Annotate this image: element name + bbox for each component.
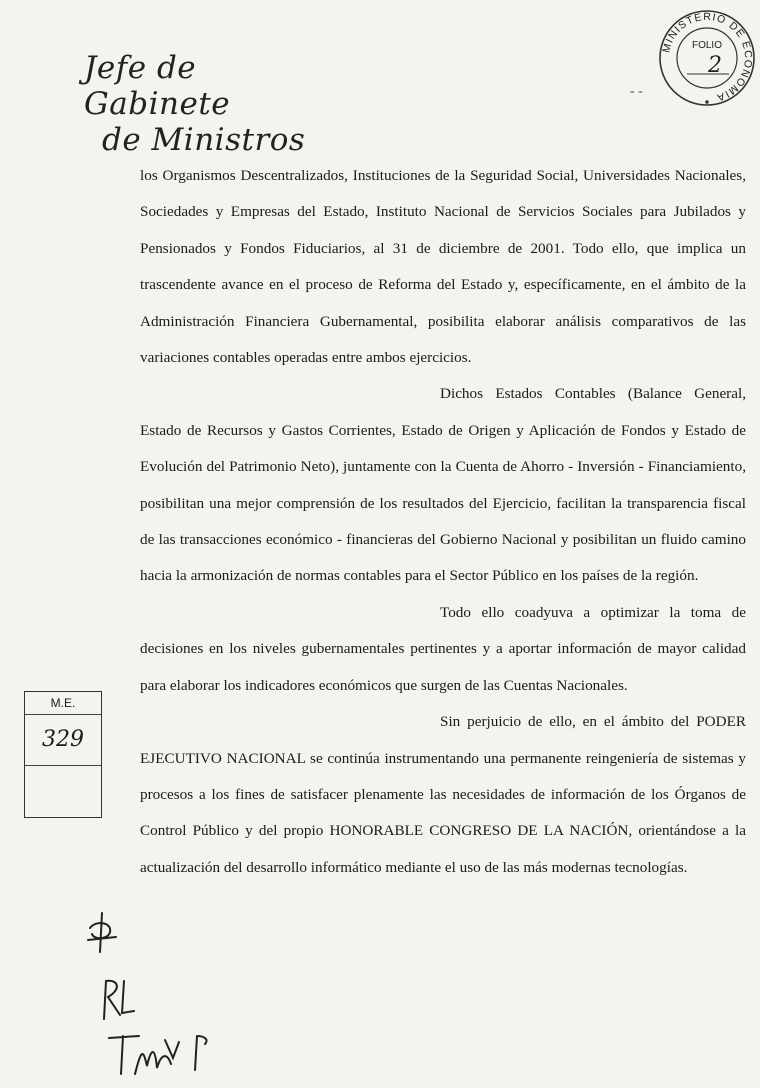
paragraph-2: Dichos Estados Contables (Balance General, Estado de Recursos y Gastos Corrientes, Estado de Origen y Aplicación de Fondos y Estado de Evolución del Patrimonio Neto), juntamente con la Cuenta de Ahorro - Inversión - Financiamiento, posibilitan una mejor comprensión de los resultados del Ejercicio, facilitan la transparencia fiscal de las transacciones económico - financieras del Gobierno Nacional y posibilitan un fluido camino hacia la armonización de normas contables para el Sector Público en los países de la región. [140, 385, 746, 585]
bottom-signature [105, 1030, 215, 1080]
letterhead-line-2: de Ministros [102, 122, 306, 158]
stamp-dash-mark: - - [630, 84, 643, 99]
stamp-folio-label: FOLIO [691, 40, 723, 51]
letterhead [78, 50, 308, 158]
registry-label: M.E. [25, 692, 101, 715]
folio-stamp [657, 8, 757, 108]
paragraph-3: Todo ello coadyuva a optimizar la toma de decisiones en los niveles gubernamentales pertinentes y a aportar información de mayor calidad para elaborar los indicadores económicos que surgen de las Cuentas Nacionales. [140, 603, 746, 694]
initial-signature-2 [98, 975, 136, 1023]
body-text [140, 158, 746, 886]
letterhead-line-1: Jefe de Gabinete [84, 50, 231, 122]
paragraph-4: Sin perjuicio de ello, en el ámbito del PODER EJECUTIVO NACIONAL se continúa instrumentando una permanente reingeniería de sistemas y procesos a los fines de satisfacer plenamente las necesidades de información de los Órganos de Control Público y del propio HONORABLE CONGRESO DE LA NACIÓN, orientándose a la actualización del desarrollo informático mediante el uso de las más modernas tecnologías. [140, 713, 746, 876]
registry-number: 329 [25, 715, 101, 766]
paragraph-1: los Organismos Descentralizados, Instituciones de la Seguridad Social, Universidades Nacionales, Sociedades y Empresas del Estado, Instituto Nacional de Servicios Sociales para Jubilados y Pensionados y Fondos Fiduciarios, al 31 de diciembre de 2001. Todo ello, que implica un trascendente avance en el proceso de Reforma del Estado y, específicamente, en el ámbito de la Administración Financiera Gubernamental, posibilita elaborar análisis comparativos de las variaciones contables operadas entre ambos ejercicios. [140, 167, 746, 367]
stamp-ring-text: MINISTERIO DE ECONOMIA [660, 10, 755, 104]
stamp-folio-number: 2 [708, 53, 722, 78]
initial-signature-1 [82, 910, 122, 955]
margin-registry-box [24, 691, 102, 818]
